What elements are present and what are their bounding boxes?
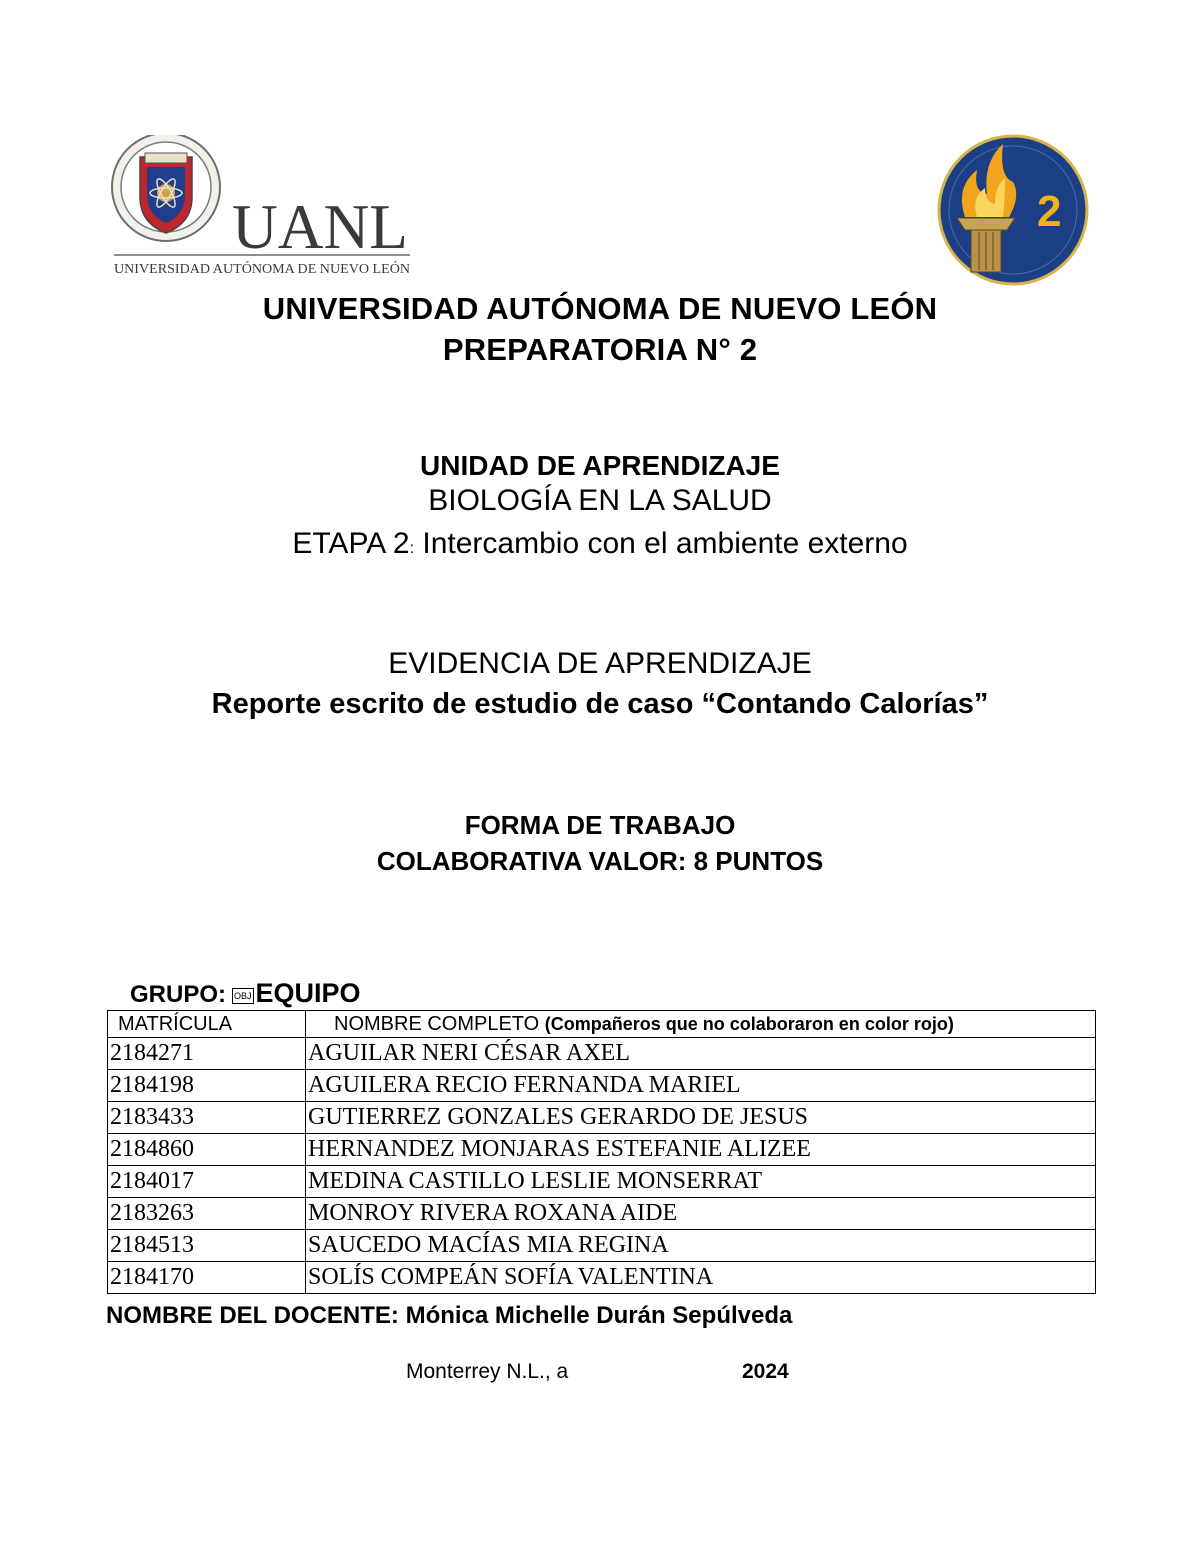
table-header-row	[108, 1011, 1096, 1038]
prepa-number: 2	[1037, 187, 1062, 236]
stage-separator: :	[409, 540, 415, 557]
matricula-cell: 2184170	[108, 1262, 306, 1294]
table-row	[108, 1102, 1096, 1134]
stage-label: ETAPA 2	[292, 527, 410, 560]
stage-title: Intercambio con el ambiente externo	[414, 527, 908, 560]
matricula-cell: 2184198	[108, 1070, 306, 1102]
place-date-line	[406, 1360, 789, 1384]
work-label: FORMA DE TRABAJO	[464, 810, 736, 840]
nombre-cell: AGUILAR NERI CÉSAR AXEL	[306, 1038, 1096, 1070]
matricula-cell: 2184860	[108, 1134, 306, 1166]
work-value: COLABORATIVA VALOR: 8 PUNTOS	[376, 846, 824, 876]
evidence-title: Reporte escrito de estudio de caso “Contando Calorías”	[211, 688, 989, 720]
nombre-header-label: NOMBRE COMPLETO	[334, 1012, 540, 1035]
evidence-label: EVIDENCIA DE APRENDIZAJE	[388, 647, 812, 680]
table-row	[108, 1198, 1096, 1230]
matricula-cell: 2183263	[108, 1198, 306, 1230]
teacher-name: Mónica Michelle Durán Sepúlveda	[405, 1302, 793, 1329]
grupo-label: GRUPO:	[130, 981, 226, 1008]
table-row	[108, 1134, 1096, 1166]
preparatoria-2-logo	[925, 122, 1095, 287]
unit-label: UNIDAD DE APRENDIZAJE	[420, 450, 780, 481]
nombre-cell: AGUILERA RECIO FERNANDA MARIEL	[306, 1070, 1096, 1102]
matricula-cell: 2184017	[108, 1166, 306, 1198]
nombre-cell: SOLÍS COMPEÁN SOFÍA VALENTINA	[306, 1262, 1096, 1294]
uanl-logo	[110, 135, 430, 285]
table-row	[108, 1038, 1096, 1070]
group-line	[130, 978, 361, 1009]
matricula-cell: 2184513	[108, 1230, 306, 1262]
nombre-cell: MEDINA CASTILLO LESLIE MONSERRAT	[306, 1166, 1096, 1198]
uanl-wordmark: UANL	[232, 191, 408, 262]
equipo-label: EQUIPO	[255, 978, 361, 1008]
year-text: 2024	[742, 1360, 789, 1383]
table-row	[108, 1070, 1096, 1102]
matricula-cell: 2183433	[108, 1102, 306, 1134]
nombre-header-note: (Compañeros que no colaboraron en color rojo)	[544, 1013, 954, 1034]
uanl-seal-icon	[112, 135, 220, 241]
nombre-header	[306, 1011, 1096, 1038]
university-name: UNIVERSIDAD AUTÓNOMA DE NUEVO LEÓN	[262, 291, 938, 326]
team-table	[107, 1010, 1096, 1294]
table-row	[108, 1262, 1096, 1294]
teacher-line	[106, 1302, 792, 1330]
nombre-cell: HERNANDEZ MONJARAS ESTEFANIE ALIZEE	[306, 1134, 1096, 1166]
matricula-cell: 2184271	[108, 1038, 306, 1070]
subject-title: BIOLOGÍA EN LA SALUD	[428, 484, 772, 517]
nombre-cell: GUTIERREZ GONZALES GERARDO DE JESUS	[306, 1102, 1096, 1134]
nombre-cell: SAUCEDO MACÍAS MIA REGINA	[306, 1230, 1096, 1262]
school-name: PREPARATORIA N° 2	[442, 332, 758, 367]
stage-line	[0, 527, 1200, 561]
table-row	[108, 1166, 1096, 1198]
teacher-label: NOMBRE DEL DOCENTE:	[106, 1302, 399, 1329]
uanl-subtitle: UNIVERSIDAD AUTÓNOMA DE NUEVO LEÓN	[114, 262, 409, 277]
nombre-cell: MONROY RIVERA ROXANA AIDE	[306, 1198, 1096, 1230]
matricula-header: MATRÍCULA	[108, 1011, 306, 1038]
object-placeholder-icon: OBJ	[232, 988, 254, 1004]
place-text: Monterrey N.L., a	[406, 1360, 569, 1383]
table-row	[108, 1230, 1096, 1262]
